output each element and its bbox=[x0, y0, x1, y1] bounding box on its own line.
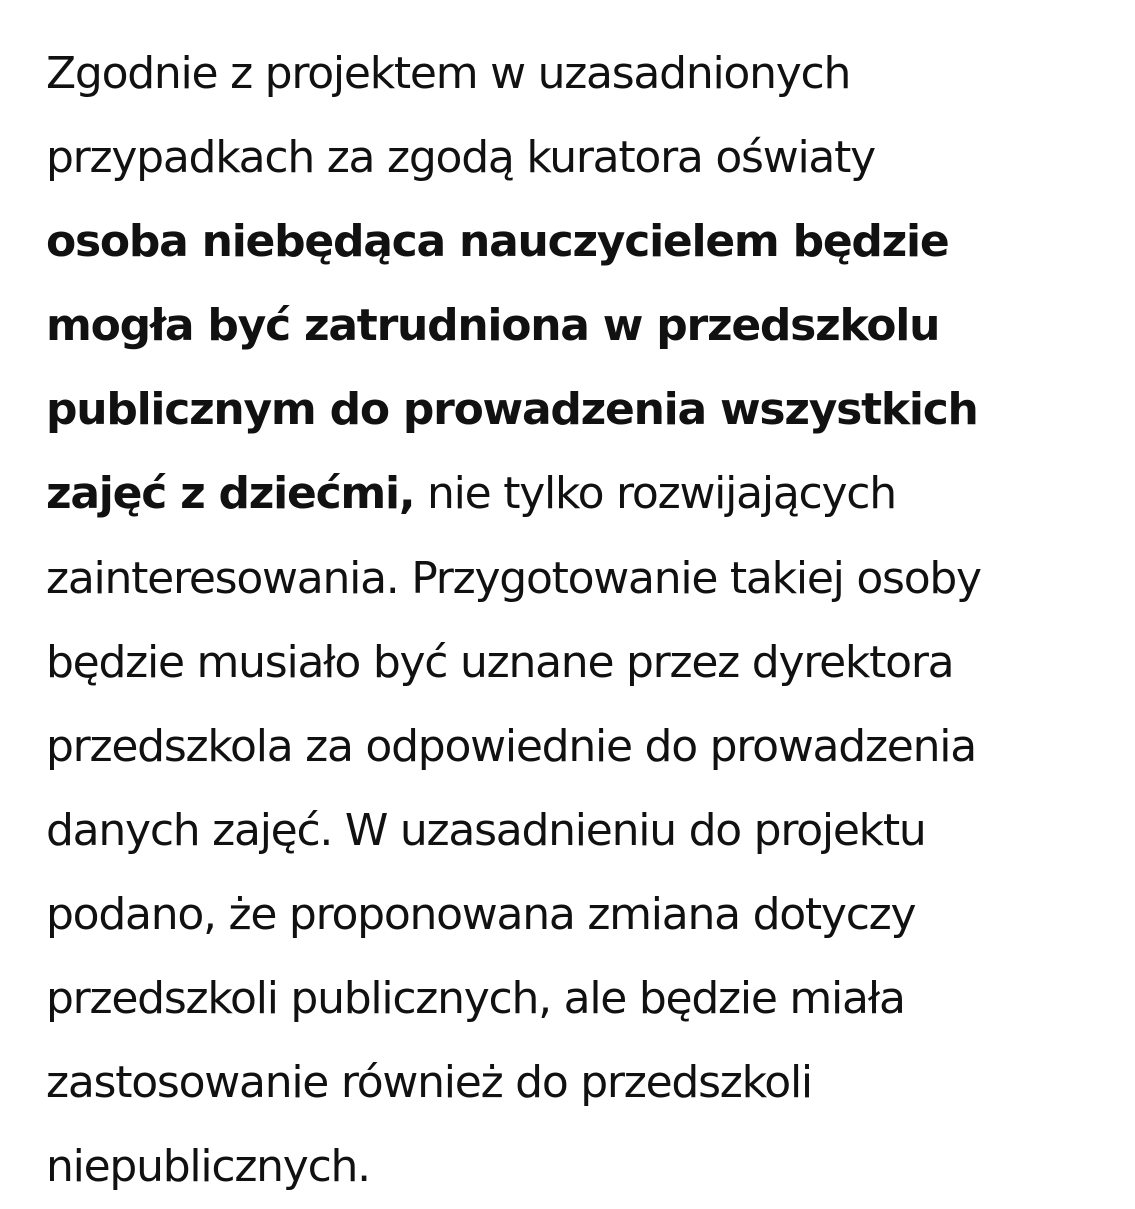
text-segment: przedszkola za odpowiednie do prowadzenia bbox=[46, 720, 976, 772]
bold-text-segment: mogła być zatrudniona w przedszkolu bbox=[46, 300, 940, 352]
text-segment: będzie musiało być uznane przez dyrektora bbox=[46, 636, 954, 688]
paragraph-line bbox=[46, 368, 1131, 452]
text-segment: danych zajęć. W uzasadnieniu do projektu bbox=[46, 804, 926, 856]
text-segment: przypadkach za zgodą kuratora oświaty bbox=[46, 132, 875, 184]
article-paragraph bbox=[46, 32, 1131, 1209]
bold-text-segment: zajęć z dziećmi, bbox=[46, 468, 415, 520]
paragraph-line bbox=[46, 32, 1131, 116]
paragraph-line bbox=[46, 116, 1131, 200]
text-segment: przedszkoli publicznych, ale będzie miała bbox=[46, 973, 905, 1025]
text-segment: zainteresowania. Przygotowanie takiej osoby bbox=[46, 552, 981, 604]
paragraph-line bbox=[46, 621, 1131, 705]
bold-text-segment: publicznym do prowadzenia wszystkich bbox=[46, 384, 978, 436]
text-segment: nie tylko rozwijających bbox=[414, 468, 896, 520]
text-segment: zastosowanie również do przedszkoli bbox=[46, 1057, 812, 1109]
paragraph-line bbox=[46, 957, 1131, 1041]
paragraph-line bbox=[46, 1125, 1131, 1209]
paragraph-line bbox=[46, 705, 1131, 789]
text-segment: niepublicznych. bbox=[46, 1141, 370, 1193]
paragraph-line bbox=[46, 1041, 1131, 1125]
paragraph-line bbox=[46, 452, 1131, 536]
bold-text-segment: osoba niebędąca nauczycielem będzie bbox=[46, 216, 949, 268]
paragraph-line bbox=[46, 200, 1131, 284]
text-segment: podano, że proponowana zmiana dotyczy bbox=[46, 888, 916, 940]
paragraph-line bbox=[46, 789, 1131, 873]
paragraph-line bbox=[46, 284, 1131, 368]
text-segment: Zgodnie z projektem w uzasadnionych bbox=[46, 48, 851, 99]
paragraph-line bbox=[46, 873, 1131, 957]
paragraph-line bbox=[46, 537, 1131, 621]
